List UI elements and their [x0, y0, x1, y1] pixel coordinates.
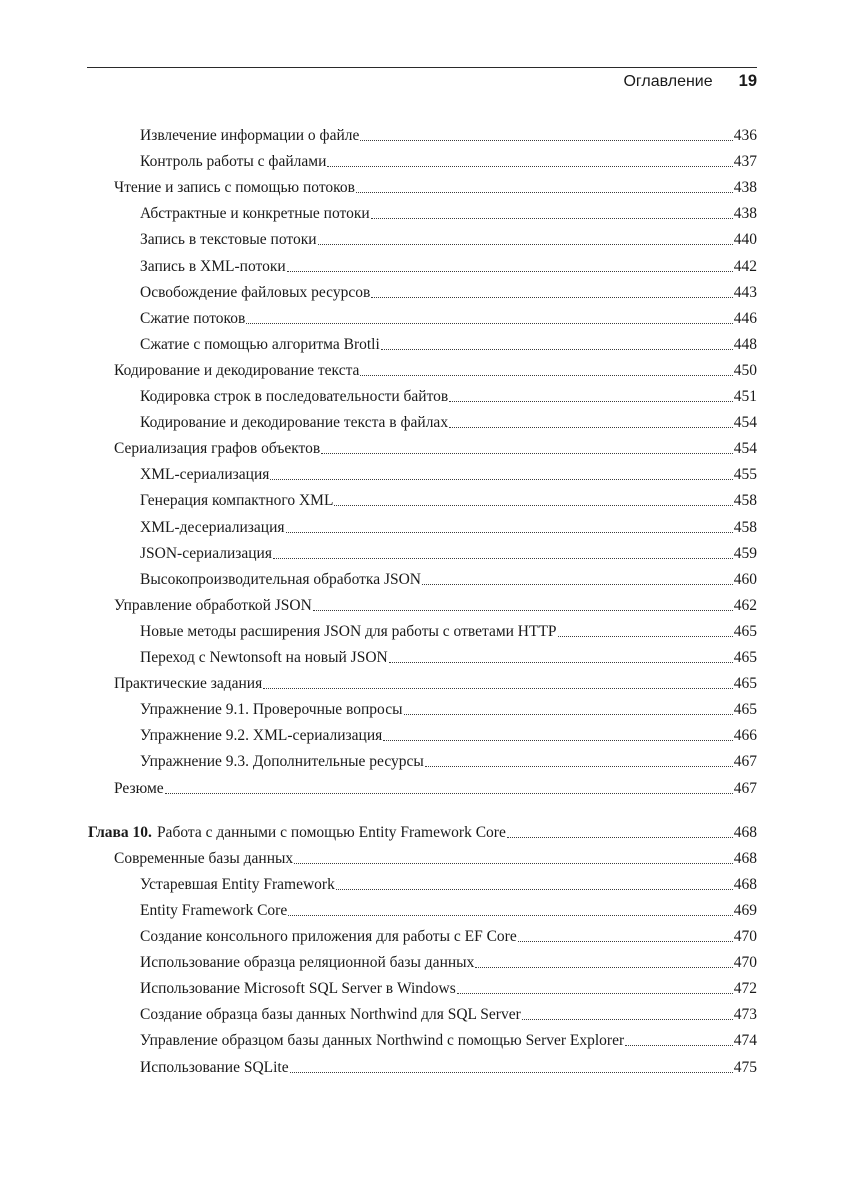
- toc-dot-leader: [625, 1040, 733, 1046]
- toc-entry[interactable]: [114, 779, 757, 799]
- toc-page-number: 446: [733, 310, 757, 327]
- toc-dot-leader: [246, 318, 732, 324]
- toc-entry[interactable]: [140, 1005, 757, 1025]
- toc-entry-title: Контроль работы с файлами: [140, 153, 327, 170]
- toc-entry-title: Современные базы данных: [114, 850, 294, 867]
- toc-entry[interactable]: [140, 230, 757, 250]
- toc-entry[interactable]: [140, 491, 757, 511]
- toc-entry[interactable]: [140, 335, 757, 355]
- toc-entry[interactable]: [114, 849, 757, 869]
- toc-page-number: 468: [733, 850, 757, 867]
- toc-page-number: 448: [733, 336, 757, 353]
- toc-entry-title: JSON-сериализация: [140, 545, 272, 562]
- toc-entry[interactable]: [114, 674, 757, 694]
- toc-entry[interactable]: [140, 1031, 757, 1051]
- toc-dot-leader: [404, 709, 733, 715]
- toc-dot-leader: [318, 239, 733, 245]
- toc-dot-leader: [327, 161, 732, 167]
- toc-entry[interactable]: [140, 204, 757, 224]
- toc-page-number: 443: [733, 284, 757, 301]
- toc-chapter-entry[interactable]: [88, 823, 757, 843]
- toc-entry[interactable]: [140, 387, 757, 407]
- toc-entry[interactable]: [140, 309, 757, 329]
- toc-page-number: 458: [733, 519, 757, 536]
- toc-entry-title: Устаревшая Entity Framework: [140, 876, 335, 893]
- toc-entry-title: Управление образцом базы данных Northwind с помощью Server Explorer: [140, 1032, 625, 1049]
- toc-entry-title: Упражнение 9.1. Проверочные вопросы: [140, 701, 403, 718]
- toc-page-number: 465: [733, 649, 757, 666]
- toc-dot-leader: [270, 474, 732, 480]
- toc-entry[interactable]: [114, 361, 757, 381]
- toc-page-number: 450: [733, 362, 757, 379]
- toc-dot-leader: [522, 1014, 733, 1020]
- toc-entry-title: Генерация компактного XML: [140, 492, 334, 509]
- toc-page-number: 473: [733, 1006, 757, 1023]
- toc-page-number: 440: [733, 231, 757, 248]
- toc-entry-title: Высокопроизводительная обработка JSON: [140, 571, 421, 588]
- running-header-title: Оглавление: [623, 73, 713, 90]
- toc-page-number: 468: [733, 824, 757, 841]
- toc-dot-leader: [263, 683, 733, 689]
- toc-entry[interactable]: [140, 283, 757, 303]
- toc-entry[interactable]: [140, 901, 757, 921]
- toc-page-number: 437: [733, 153, 757, 170]
- toc-page-number: 465: [733, 701, 757, 718]
- toc-entry[interactable]: [140, 700, 757, 720]
- toc-entry[interactable]: [114, 439, 757, 459]
- toc-entry[interactable]: [140, 875, 757, 895]
- toc-page-number: 455: [733, 466, 757, 483]
- toc-entry[interactable]: [140, 465, 757, 485]
- toc-entry-title: Кодирование и декодирование текста в файлах: [140, 414, 449, 431]
- toc-page-number: 467: [733, 753, 757, 770]
- toc-page-number: 466: [733, 727, 757, 744]
- toc-chapter-number: Глава 10.: [88, 824, 152, 841]
- toc-entry[interactable]: [140, 648, 757, 668]
- toc-entry-title: Использование образца реляционной базы данных: [140, 954, 475, 971]
- toc-page-number: 472: [733, 980, 757, 997]
- toc-dot-leader: [389, 657, 733, 663]
- toc-entry-title: Кодировка строк в последовательности байтов: [140, 388, 449, 405]
- toc-entry[interactable]: [140, 570, 757, 590]
- toc-page-number: 475: [733, 1059, 757, 1076]
- toc-entry-title: Сжатие потоков: [140, 310, 246, 327]
- toc-dot-leader: [558, 631, 733, 637]
- toc-entry-title: Использование Microsoft SQL Server в Windows: [140, 980, 456, 997]
- toc-entry-title: Entity Framework Core: [140, 902, 288, 919]
- toc-page-number: 436: [733, 127, 757, 144]
- page-number: 19: [738, 72, 757, 90]
- toc-dot-leader: [449, 396, 733, 402]
- toc-entry[interactable]: [140, 126, 757, 146]
- toc-entry-title: Упражнение 9.3. Дополнительные ресурсы: [140, 753, 424, 770]
- toc-dot-leader: [336, 884, 733, 890]
- header-rule: [87, 67, 757, 68]
- toc-page-number: 454: [733, 440, 757, 457]
- toc-entry[interactable]: [140, 1058, 757, 1078]
- toc-dot-leader: [360, 370, 732, 376]
- toc-dot-leader: [334, 500, 732, 506]
- toc-page-number: 460: [733, 571, 757, 588]
- toc-entry-title: XML-сериализация: [140, 466, 270, 483]
- toc-entry[interactable]: [140, 152, 757, 172]
- toc-entry-title: Сериализация графов объектов: [114, 440, 321, 457]
- toc-dot-leader: [422, 579, 733, 585]
- toc-entry-title: Абстрактные и конкретные потоки: [140, 205, 370, 222]
- toc-dot-leader: [165, 788, 733, 794]
- toc-entry[interactable]: [140, 622, 757, 642]
- toc-entry[interactable]: [140, 979, 757, 999]
- toc-page-number: 467: [733, 780, 757, 797]
- toc-dot-leader: [286, 527, 733, 533]
- toc-dot-leader: [518, 936, 733, 942]
- toc-entry-title: Управление обработкой JSON: [114, 597, 312, 614]
- toc-entry-title: Резюме: [114, 780, 164, 797]
- toc-page-number: 474: [733, 1032, 757, 1049]
- toc-entry-title: Практические задания: [114, 675, 263, 692]
- toc-entry-title: Освобождение файловых ресурсов: [140, 284, 371, 301]
- toc-dot-leader: [313, 605, 733, 611]
- toc-page-number: 459: [733, 545, 757, 562]
- toc-entry[interactable]: [140, 726, 757, 746]
- toc-entry-title: Работа с данными с помощью Entity Framework Core: [156, 824, 506, 841]
- toc-page-number: 465: [733, 675, 757, 692]
- toc-page-number: 470: [733, 928, 757, 945]
- toc-entry[interactable]: [114, 178, 757, 198]
- toc-dot-leader: [273, 553, 733, 559]
- toc-dot-leader: [287, 266, 733, 272]
- toc-page-number: 469: [733, 902, 757, 919]
- running-header: [623, 72, 757, 91]
- toc-page-number: 438: [733, 205, 757, 222]
- toc-dot-leader: [425, 761, 733, 767]
- toc-page-number: 458: [733, 492, 757, 509]
- toc-dot-leader: [507, 832, 733, 838]
- toc-entry[interactable]: [140, 752, 757, 772]
- toc-entry-title: Создание образца базы данных Northwind для SQL Server: [140, 1006, 521, 1023]
- toc-page-number: 468: [733, 876, 757, 893]
- toc-entry-title: Чтение и запись с помощью потоков: [114, 179, 355, 196]
- toc-dot-leader: [371, 213, 733, 219]
- toc-page-number: 470: [733, 954, 757, 971]
- toc-entry[interactable]: [114, 596, 757, 616]
- toc-entry-title: Запись в XML-потоки: [140, 258, 286, 275]
- toc-dot-leader: [290, 1067, 733, 1073]
- toc-dot-leader: [288, 910, 733, 916]
- toc-dot-leader: [321, 448, 733, 454]
- toc-dot-leader: [475, 962, 732, 968]
- toc-entry-title: Сжатие с помощью алгоритма Brotli: [140, 336, 380, 353]
- toc-entry-title: Кодирование и декодирование текста: [114, 362, 360, 379]
- toc-page-number: 442: [733, 258, 757, 275]
- toc-entry-title: Извлечение информации о файле: [140, 127, 360, 144]
- toc-entry[interactable]: [140, 518, 757, 538]
- toc-page-number: 465: [733, 623, 757, 640]
- toc-entry-title: Создание консольного приложения для работы с EF Core: [140, 928, 517, 945]
- toc-entry-title: Новые методы расширения JSON для работы с ответами HTTP: [140, 623, 557, 640]
- toc-entry[interactable]: [140, 257, 757, 277]
- toc-dot-leader: [371, 292, 732, 298]
- toc-entry-title: Переход с Newtonsoft на новый JSON: [140, 649, 388, 666]
- toc-page-number: 462: [733, 597, 757, 614]
- toc-entry[interactable]: [140, 413, 757, 433]
- toc-entry-title: Использование SQLite: [140, 1059, 289, 1076]
- toc-dot-leader: [457, 988, 733, 994]
- toc-entry[interactable]: [140, 953, 757, 973]
- toc-page-number: 451: [733, 388, 757, 405]
- toc-entry-title: XML-десериализация: [140, 519, 285, 536]
- toc-dot-leader: [449, 422, 733, 428]
- toc-entry[interactable]: [140, 544, 757, 564]
- toc-page-number: 438: [733, 179, 757, 196]
- toc-dot-leader: [294, 858, 733, 864]
- toc-dot-leader: [381, 344, 733, 350]
- toc-page-number: 454: [733, 414, 757, 431]
- toc-dot-leader: [360, 135, 732, 141]
- toc-entry-title: Запись в текстовые потоки: [140, 231, 317, 248]
- toc-dot-leader: [383, 735, 732, 741]
- toc-entry[interactable]: [140, 927, 757, 947]
- toc-entry-title: Упражнение 9.2. XML-сериализация: [140, 727, 383, 744]
- toc-dot-leader: [356, 187, 733, 193]
